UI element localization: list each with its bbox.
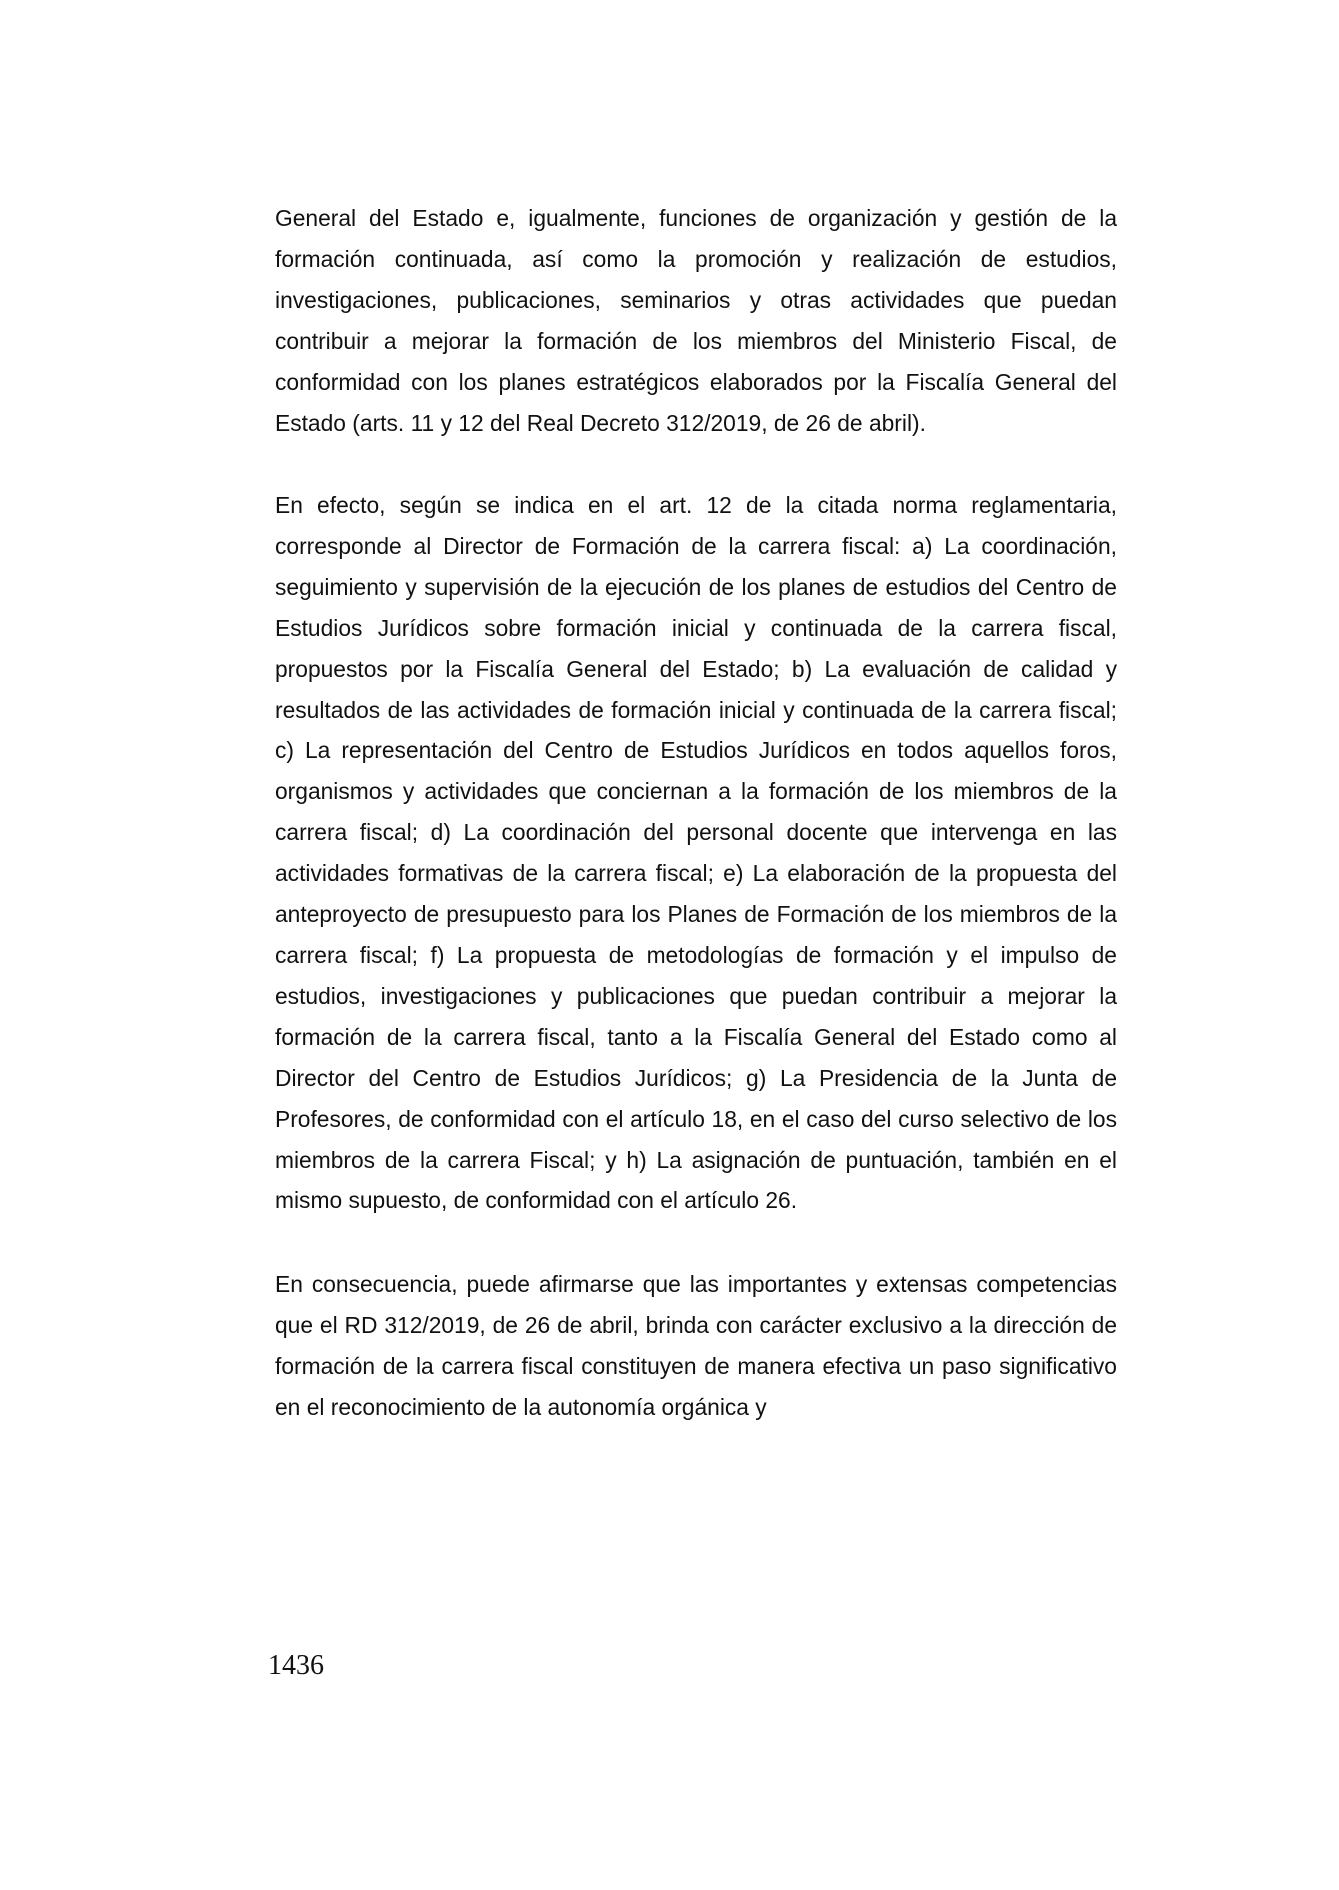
body-paragraph-1 — [275, 198, 1117, 443]
body-paragraph-2 — [275, 485, 1117, 1221]
body-paragraph-3 — [275, 1264, 1117, 1428]
paragraph-text: General del Estado e, igualmente, funciones de organización y gestión de la formación continuada, así como la promoción y realización de estudios, investigaciones, publicaciones, seminarios y otras actividades que puedan contribuir a mejorar la formación de los miembros del Ministerio Fiscal, de conformidad con los planes estratégicos elaborados por la Fiscalía General del Estado (arts. 11 y 12 del Real Decreto 312/2019, de 26 de abril). — [275, 205, 1117, 436]
paragraph-text: En consecuencia, puede afirmarse que las importantes y extensas competencias que el RD 312/2019, de 26 de abril, brinda con carácter exclusivo a la dirección de formación de la carrera fiscal constituyen de manera efectiva un paso significativo en el reconocimiento de la autonomía orgánica y — [275, 1271, 1117, 1420]
paragraph-text: En efecto, según se indica en el art. 12 de la citada norma reglamentaria, corresponde al Director de Formación de la carrera fiscal: a) La coordinación, seguimiento y supervisión de la ejecución de los planes de estudios del Centro de Estudios Jurídicos sobre formación inicial y continuada de la carrera fiscal, propuestos por la Fiscalía General del Estado; b) La evaluación de calidad y resultados de las actividades de formación inicial y continuada de la carrera fiscal; c) La representación del Centro de Estudios Jurídicos en todos aquellos foros, organismos y actividades que conciernan a la formación de los miembros de la carrera fiscal; d) La coordinación del personal docente que intervenga en las actividades formativas de la carrera fiscal; e) La elaboración de la propuesta del anteproyecto de presupuesto para los Planes de Formación de los miembros de la carrera fiscal; f) La propuesta de metodologías de formación y el impulso de estudios, investigaciones y publicaciones que puedan contribuir a mejorar la formación de la carrera fiscal, tanto a la Fiscalía General del Estado como al Director del Centro de Estudios Jurídicos; g) La Presidencia de la Junta de Profesores, de conformidad con el artículo 18, en el caso del curso selectivo de los miembros de la carrera Fiscal; y h) La asignación de puntuación, también en el mismo supuesto, de conformidad con el artículo 26. — [275, 492, 1117, 1214]
page-number: 1436 — [268, 1650, 324, 1681]
